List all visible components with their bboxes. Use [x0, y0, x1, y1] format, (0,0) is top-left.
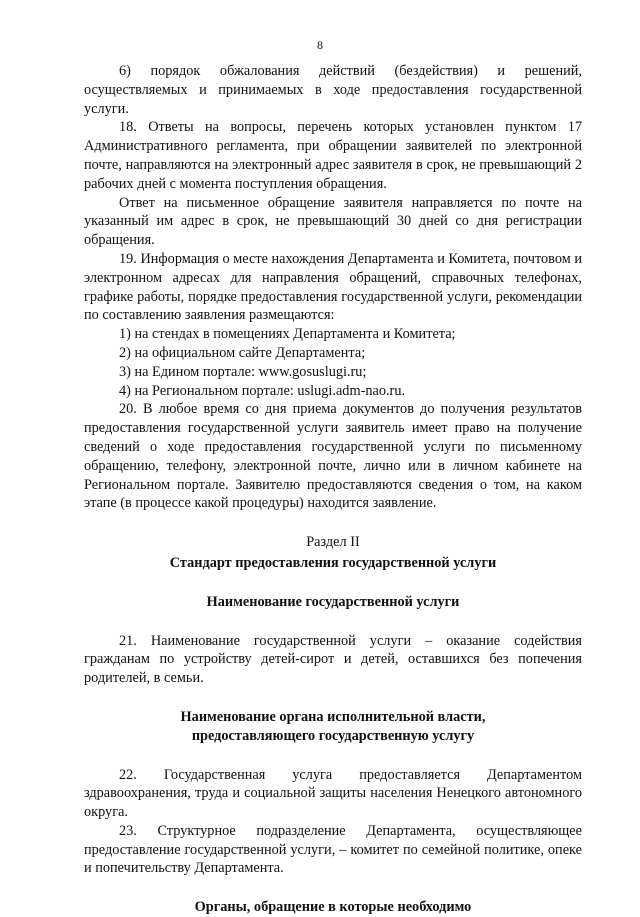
paragraph-21: 21. Наименование государственной услуги – оказание содействия гражданам по устройству детей-сирот и детей, оставшихся без попечения родителей, в семьи.	[84, 632, 582, 687]
list-item-unified-portal: 3) на Едином портале: www.gosuslugi.ru;	[119, 363, 367, 380]
list-item-official-site: 2) на официальном сайте Департамента;	[119, 344, 366, 361]
section-label: Раздел II	[306, 534, 360, 551]
list-item-6-appeal-procedure: 6) порядок обжалования действий (бездействия) и решений, осуществляемых и принимаемых в ходе предоставления государственной услуги.	[84, 63, 582, 117]
section-title: Стандарт предоставления государственной услуги	[169, 554, 497, 571]
list-item-regional-portal: 4) на Региональном портале: uslugi.adm-nao.ru.	[119, 382, 406, 399]
heading-authority-line-2: предоставляющего государственную услугу	[191, 727, 475, 744]
heading-bodies: Органы, обращение в которые необходимо	[194, 899, 472, 916]
heading-service-name: Наименование государственной услуги	[206, 593, 460, 610]
paragraph-22: 22. Государственная услуга предоставляется Департаментом здравоохранения, труда и социальной защиты населения Ненецкого автономного округа.	[84, 766, 582, 821]
list-item-stands: 1) на стендах в помещениях Департамента и Комитета;	[119, 326, 456, 343]
page-number: 8	[317, 38, 323, 52]
paragraph-19: 19. Информация о месте нахождения Департамента и Комитета, почтовом и электронном адресах для направления обращений, справочных телефонах, графике работы, порядке предоставления государственной услуги, рекомендации по составлению заявления размещаются:	[84, 250, 582, 324]
heading-authority-line-1: Наименование органа исполнительной власти,	[180, 708, 486, 725]
paragraph-18: 18. Ответы на вопросы, перечень которых установлен пунктом 17 Административного регламента, при обращении заявителей по электронной почте, направляются на электронный адрес заявителя в срок, не превышающий 2 рабочих дней с момента поступления обращения.	[84, 119, 582, 192]
paragraph-20: 20. В любое время со дня приема документов до получения результатов предоставления государственной услуги заявитель имеет право на получение сведений о ходе предоставления государственной услуги по письменному обращению, телефону, электронной почте, лично или в личном кабинете на Региональном портале. Заявителю предоставляются сведения о том, на каком этапе (в процессе какой процедуры) находится заявление.	[84, 401, 582, 512]
paragraph-written-response: Ответ на письменное обращение заявителя направляется по почте на указанный им адрес в срок, не превышающий 30 дней со дня регистрации обращения.	[84, 194, 582, 249]
paragraph-23: 23. Структурное подразделение Департамента, осуществляющее предоставление государственной услуги, – комитет по семейной политике, опеке и попечительству Департамента.	[84, 822, 582, 877]
page-content	[84, 62, 582, 917]
